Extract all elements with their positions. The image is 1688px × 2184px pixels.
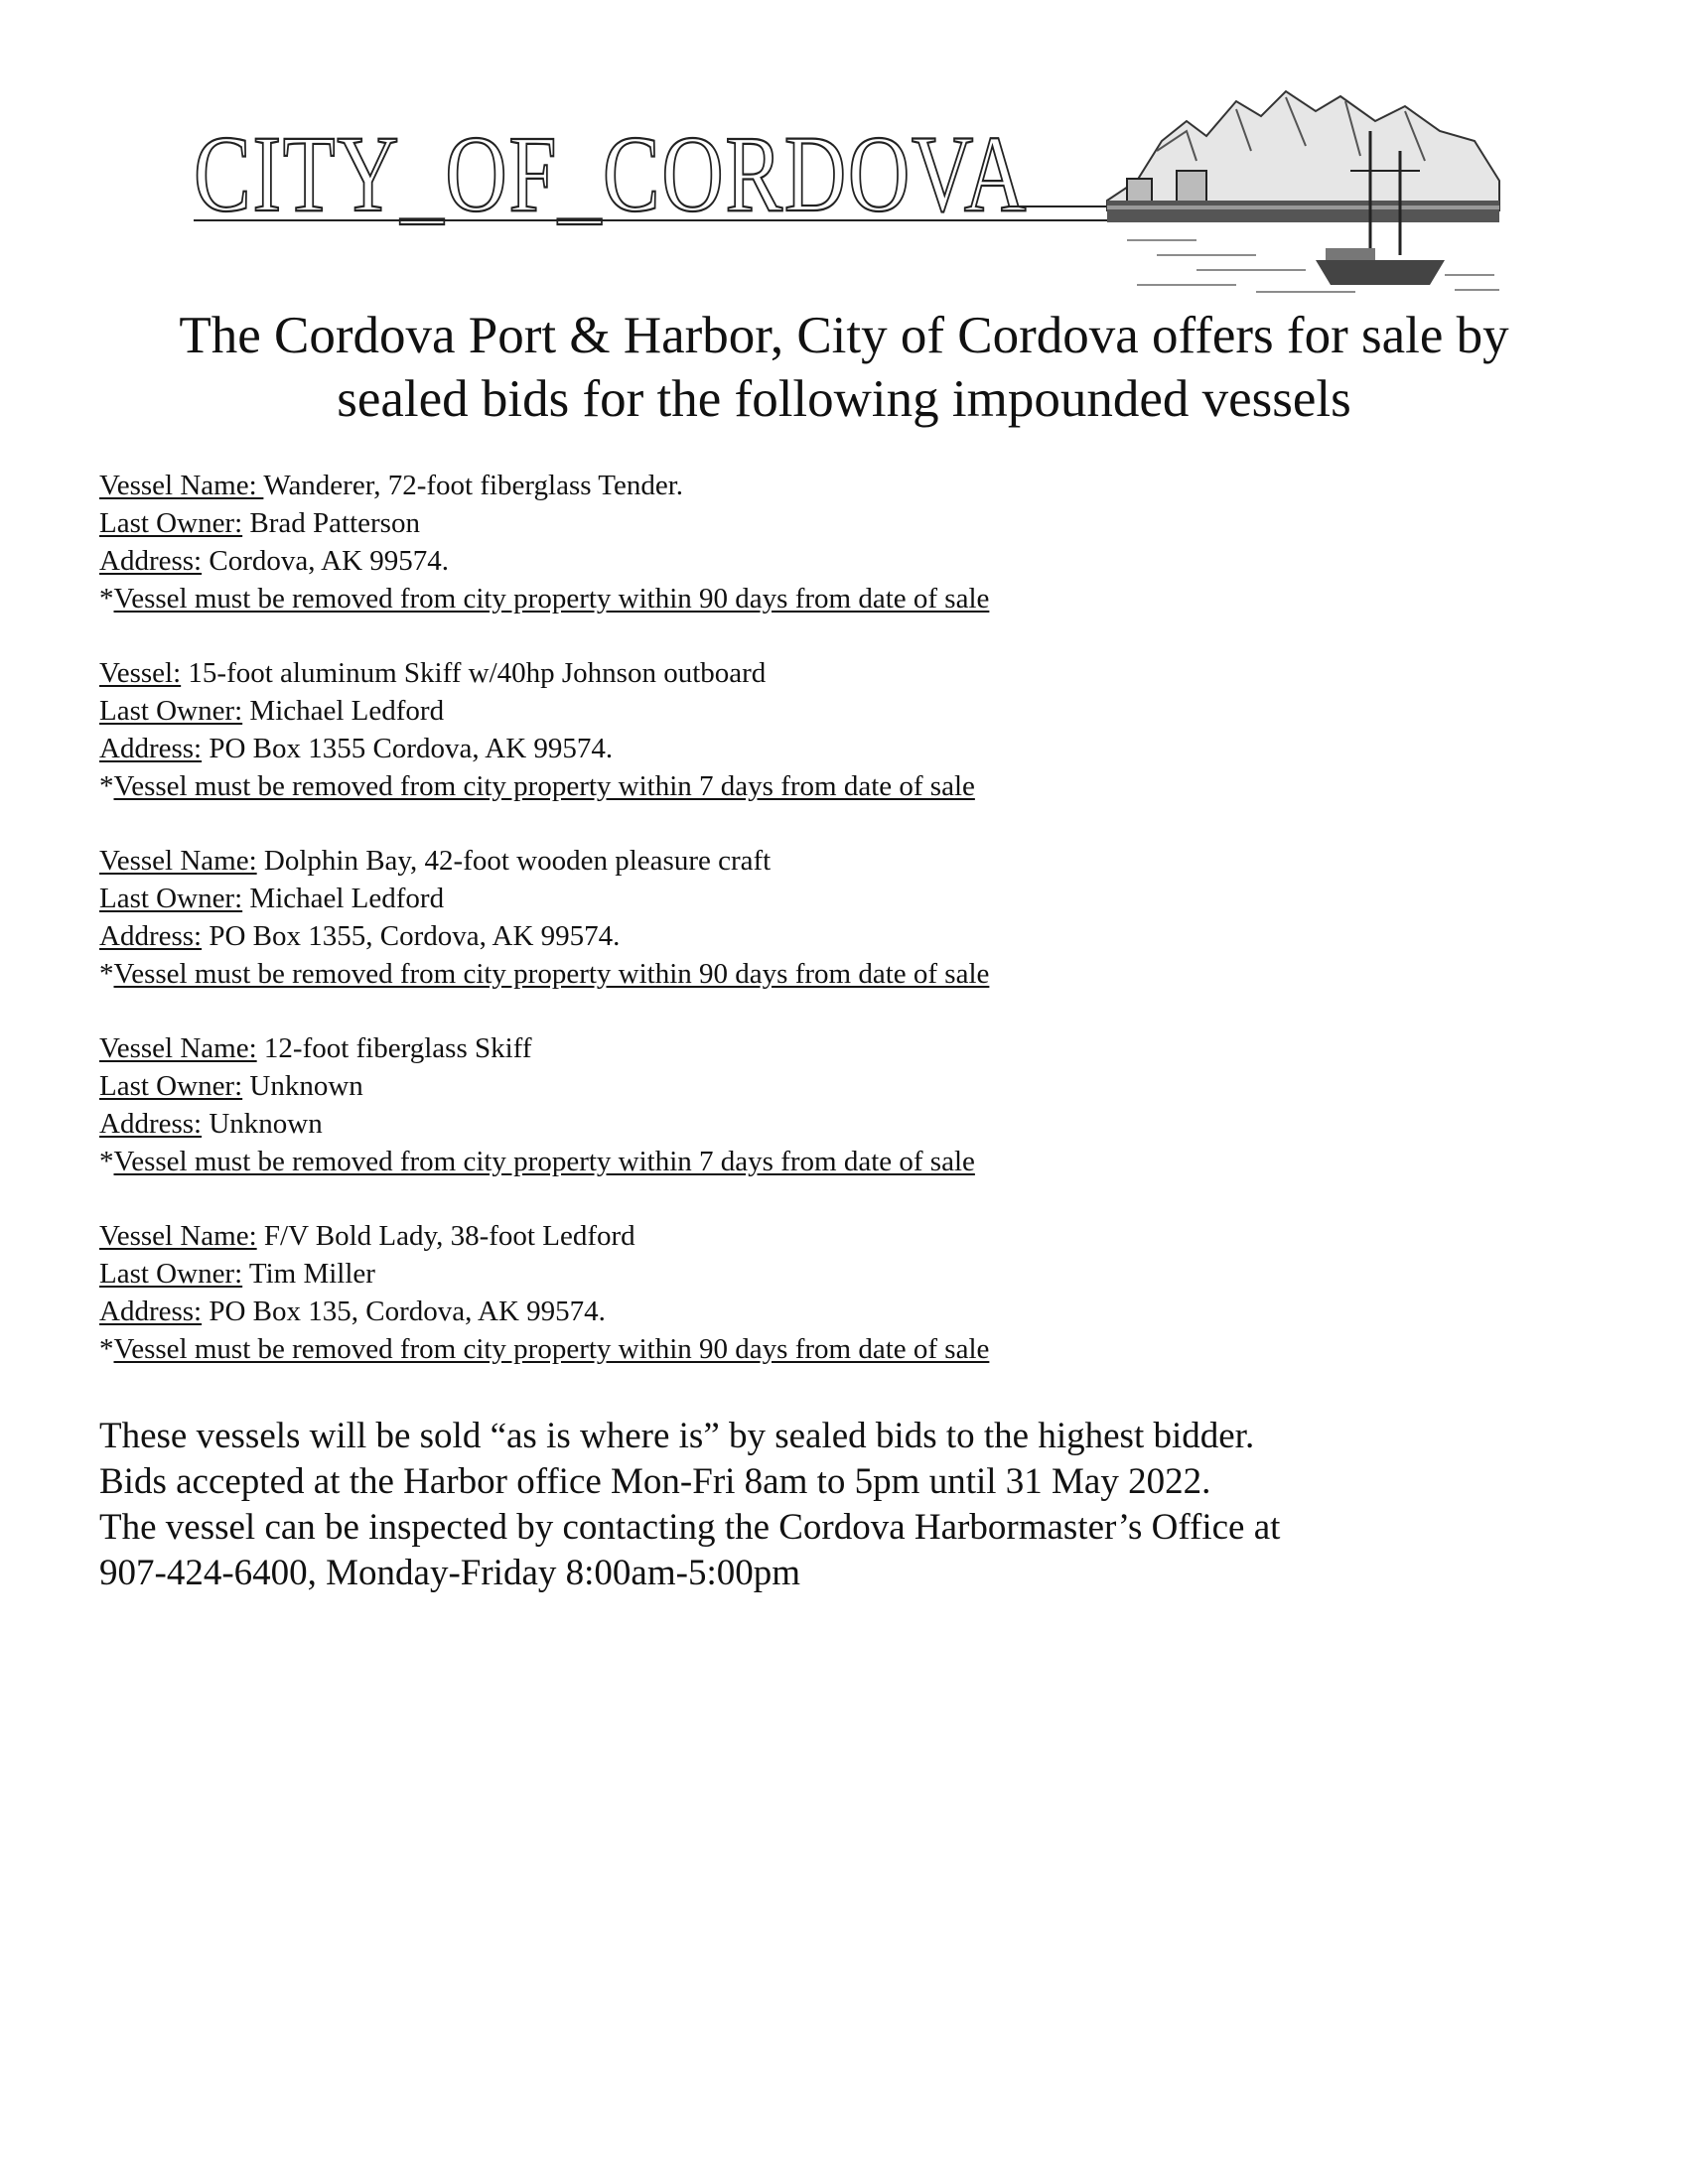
owner-value: Michael Ledford <box>242 695 445 727</box>
owner-line <box>99 504 1489 542</box>
heading-line-1: The Cordova Port & Harbor, City of Cordova offers for sale by <box>179 307 1509 364</box>
address-label: Address: <box>99 733 203 764</box>
address-label: Address: <box>99 920 203 952</box>
address-label: Address: <box>99 1296 203 1327</box>
address-value: Unknown <box>202 1108 323 1140</box>
vessel-label: Vessel Name: <box>99 845 257 877</box>
closing-paragraph <box>99 1414 1539 1596</box>
removal-note <box>99 1330 1489 1368</box>
vessel-listing <box>99 1029 1489 1180</box>
address-line <box>99 542 1489 580</box>
city-of-cordova-header <box>184 62 1504 305</box>
vessel-label: Vessel Name: <box>99 1032 257 1064</box>
note-asterisk: * <box>99 770 114 802</box>
closing-line-2: Bids accepted at the Harbor office Mon-Fri 8am to 5pm until 31 May 2022. <box>99 1461 1211 1502</box>
owner-value: Brad Patterson <box>242 507 420 539</box>
closing-line-1: These vessels will be sold “as is where is” by sealed bids to the highest bidder. <box>99 1416 1255 1456</box>
owner-line <box>99 692 1489 730</box>
address-label: Address: <box>99 1108 203 1140</box>
owner-line <box>99 1067 1489 1105</box>
harbor-illustration <box>1107 91 1499 292</box>
owner-value: Michael Ledford <box>242 883 445 914</box>
note-text: Vessel must be removed from city property within 90 days from date of sale <box>113 1333 990 1365</box>
vessel-listings <box>99 467 1489 1405</box>
vessel-line <box>99 654 1489 692</box>
vessel-line <box>99 467 1489 504</box>
owner-label: Last Owner: <box>99 883 243 914</box>
vessel-line <box>99 1029 1489 1067</box>
vessel-listing <box>99 654 1489 805</box>
logo-wordmark: CITY_OF_CORDOVA <box>194 113 1028 234</box>
address-label: Address: <box>99 545 203 577</box>
owner-label: Last Owner: <box>99 507 243 539</box>
heading-line-2: sealed bids for the following impounded vessels <box>337 370 1351 428</box>
vessel-listing <box>99 467 1489 617</box>
vessel-value: 12-foot fiberglass Skiff <box>256 1032 532 1064</box>
address-value: Cordova, AK 99574. <box>202 545 450 577</box>
owner-value: Unknown <box>242 1070 363 1102</box>
removal-note <box>99 1143 1489 1180</box>
removal-note <box>99 955 1489 993</box>
vessel-value: Dolphin Bay, 42-foot wooden pleasure craft <box>256 845 772 877</box>
vessel-listing <box>99 842 1489 993</box>
note-asterisk: * <box>99 958 114 990</box>
address-value: PO Box 1355, Cordova, AK 99574. <box>202 920 621 952</box>
note-asterisk: * <box>99 583 114 614</box>
note-asterisk: * <box>99 1333 114 1365</box>
closing-line-4: 907-424-6400, Monday-Friday 8:00am-5:00pm <box>99 1553 800 1593</box>
vessel-line <box>99 842 1489 880</box>
removal-note <box>99 580 1489 617</box>
note-text: Vessel must be removed from city property within 7 days from date of sale <box>113 770 975 802</box>
owner-label: Last Owner: <box>99 1070 243 1102</box>
address-value: PO Box 135, Cordova, AK 99574. <box>202 1296 606 1327</box>
closing-line-3: The vessel can be inspected by contacting the Cordova Harbormaster’s Office at <box>99 1507 1281 1548</box>
owner-line <box>99 880 1489 917</box>
vessel-value: 15-foot aluminum Skiff w/40hp Johnson outboard <box>181 657 767 689</box>
address-line <box>99 917 1489 955</box>
note-text: Vessel must be removed from city property within 7 days from date of sale <box>113 1146 975 1177</box>
address-line <box>99 1293 1489 1330</box>
note-text: Vessel must be removed from city property within 90 days from date of sale <box>113 958 990 990</box>
owner-value: Tim Miller <box>242 1258 375 1290</box>
vessel-label: Vessel: <box>99 657 182 689</box>
removal-note <box>99 767 1489 805</box>
owner-label: Last Owner: <box>99 695 243 727</box>
vessel-value: F/V Bold Lady, 38-foot Ledford <box>256 1220 635 1252</box>
page-heading <box>99 304 1589 431</box>
owner-line <box>99 1255 1489 1293</box>
address-line <box>99 1105 1489 1143</box>
vessel-listing <box>99 1217 1489 1368</box>
vessel-value: Wanderer, 72-foot fiberglass Tender. <box>263 470 684 501</box>
note-text: Vessel must be removed from city property within 90 days from date of sale <box>113 583 990 614</box>
address-line <box>99 730 1489 767</box>
note-asterisk: * <box>99 1146 114 1177</box>
owner-label: Last Owner: <box>99 1258 243 1290</box>
address-value: PO Box 1355 Cordova, AK 99574. <box>202 733 614 764</box>
vessel-label: Vessel Name: <box>99 1220 257 1252</box>
vessel-label: Vessel Name: <box>99 470 264 501</box>
vessel-line <box>99 1217 1489 1255</box>
